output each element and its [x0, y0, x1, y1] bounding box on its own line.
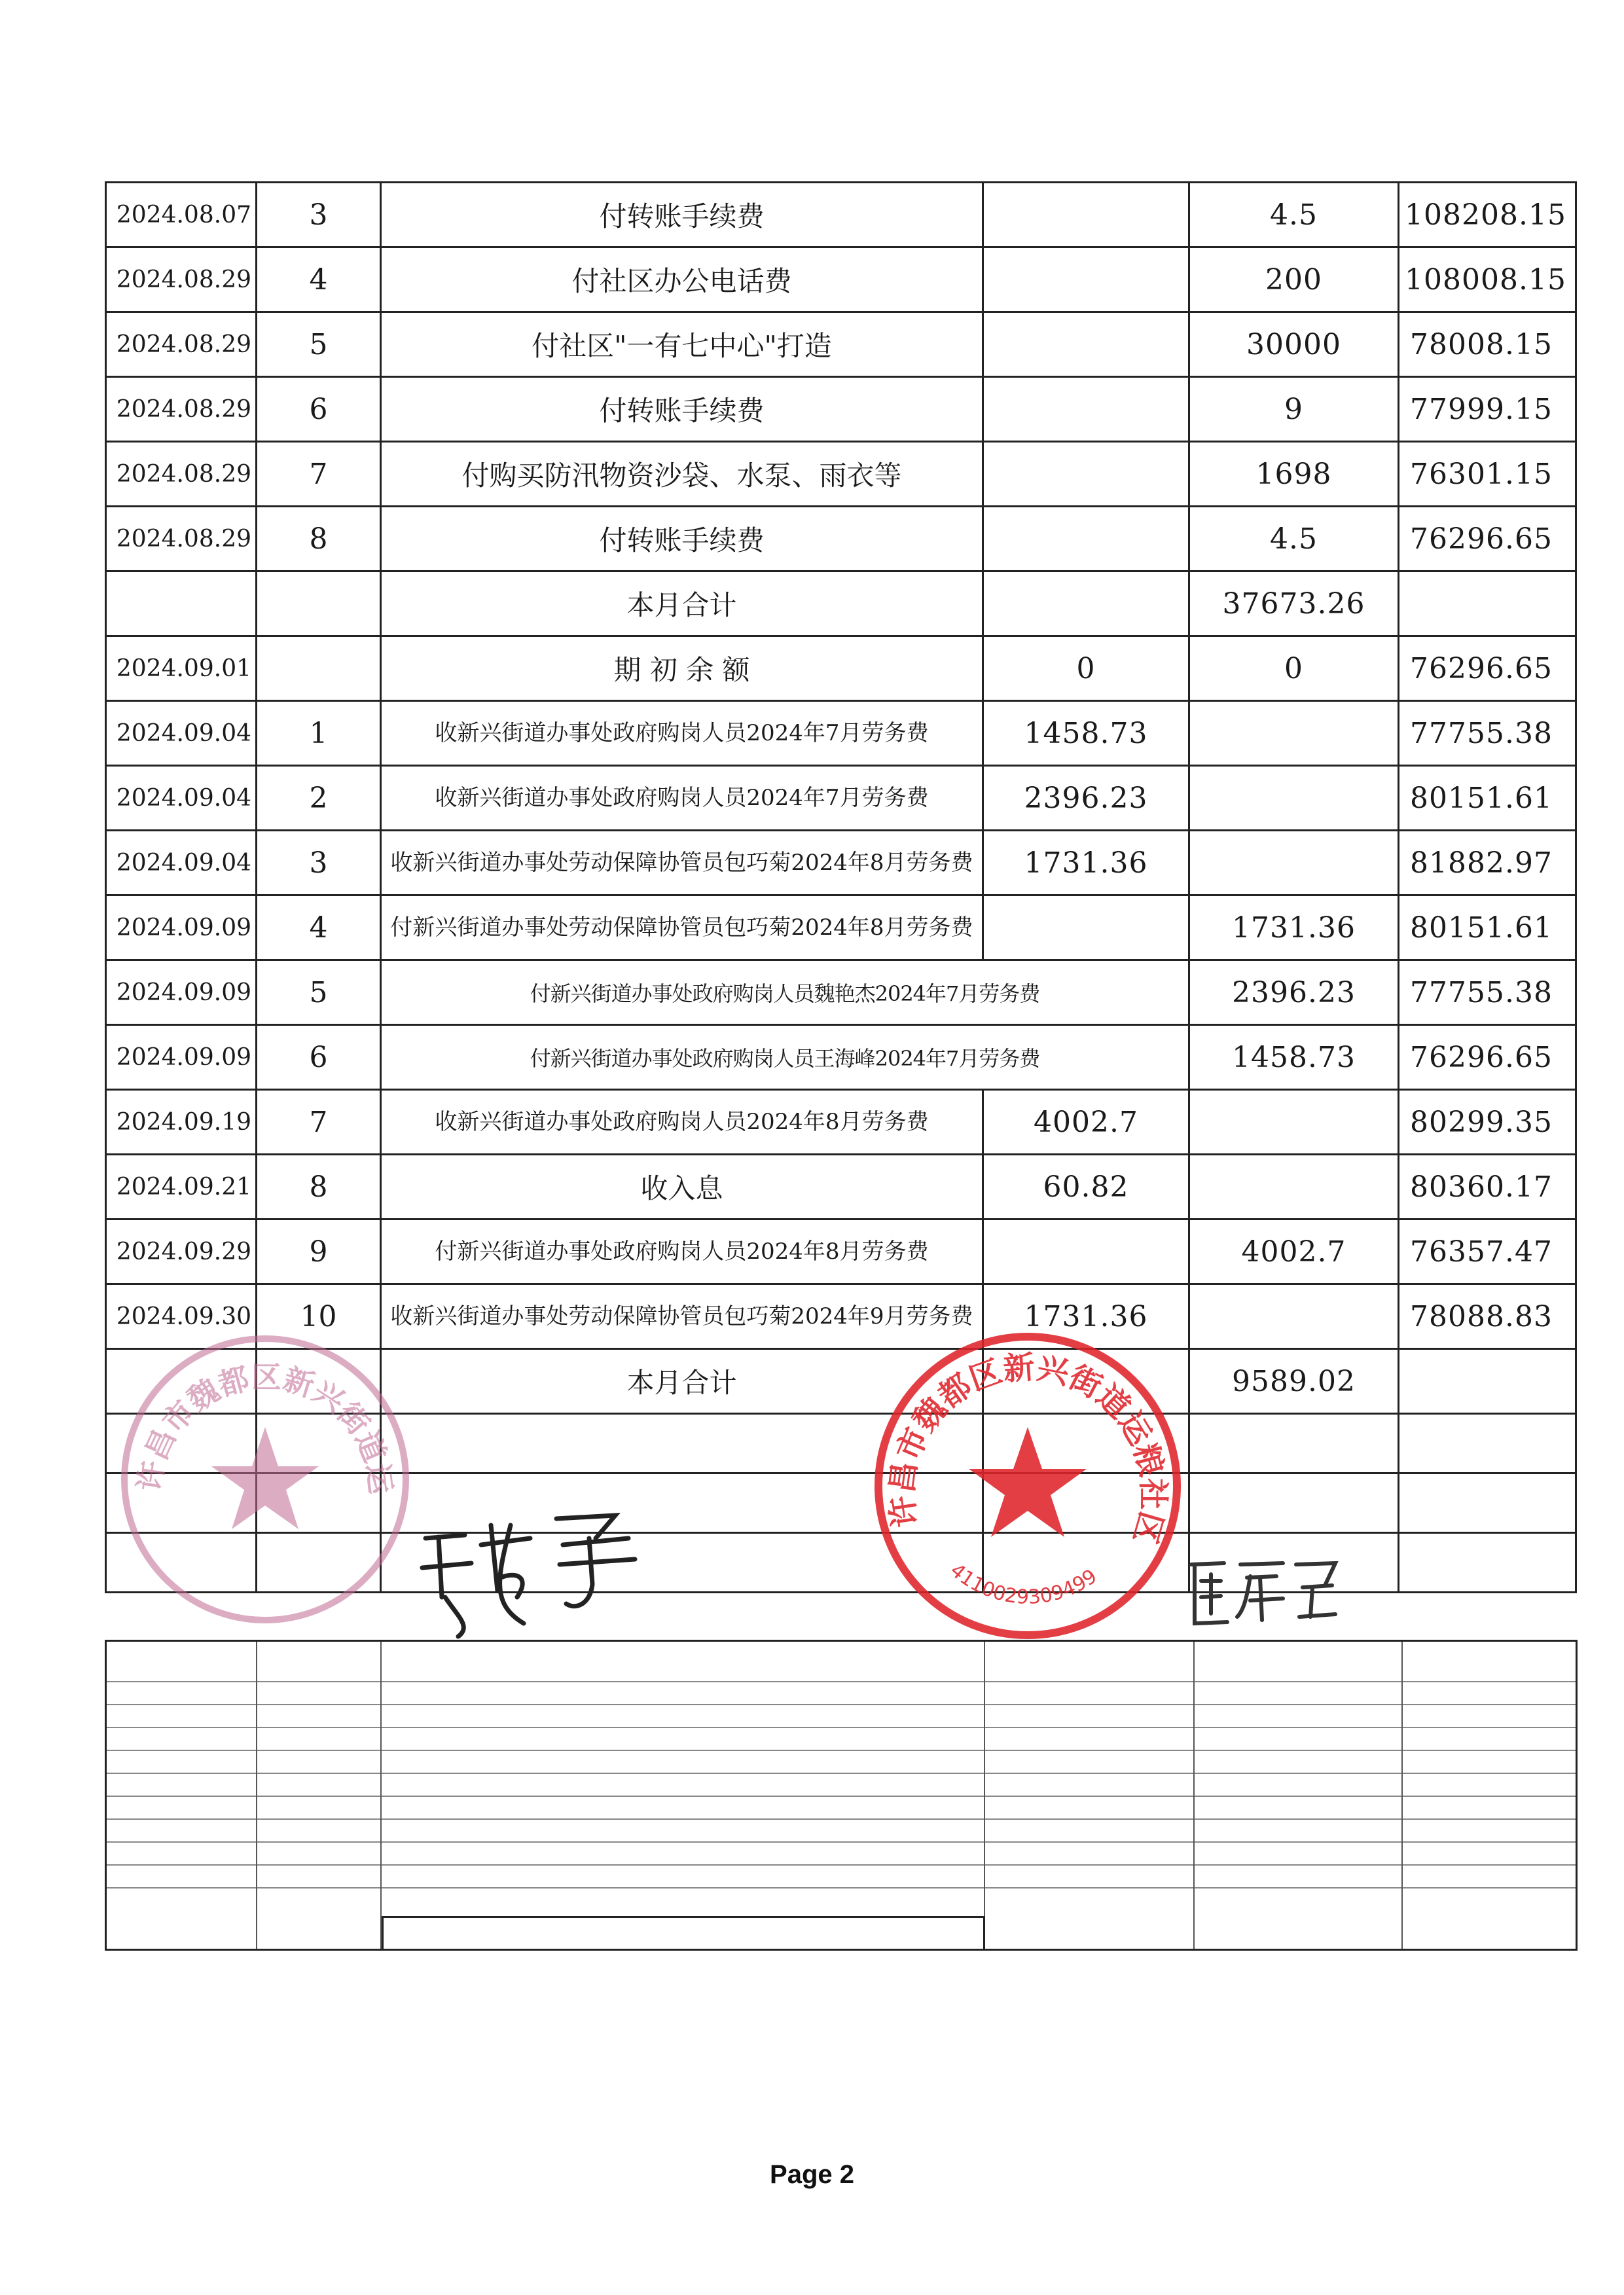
ledger-row [106, 247, 1576, 312]
balance-cell: 78008.15 [1399, 312, 1576, 377]
expense-cell: 4.5 [1189, 183, 1399, 247]
seq-cell: 5 [257, 312, 381, 377]
ledger-row [106, 1090, 1576, 1155]
expense-cell: 1698 [1189, 442, 1399, 507]
right-stamp-number: 4110029309499 [945, 1559, 1102, 1609]
seq-cell: 6 [257, 377, 381, 442]
date-cell: 2024.09.21 [106, 1155, 257, 1220]
ledger-row [106, 312, 1576, 377]
seq-cell: 3 [257, 831, 381, 895]
balance-cell: 76296.65 [1399, 1025, 1576, 1090]
balance-cell: 77999.15 [1399, 377, 1576, 442]
seq-cell [257, 636, 381, 701]
ledger-row [106, 895, 1576, 960]
description-cell: 付社区办公电话费 [381, 247, 983, 312]
description-cell: 收新兴街道办事处政府购岗人员2024年8月劳务费 [381, 1090, 983, 1155]
description-cell: 本月合计 [381, 1349, 983, 1414]
seq-cell: 8 [257, 507, 381, 571]
seq-cell: 5 [257, 960, 381, 1025]
seq-cell: 4 [257, 247, 381, 312]
description-cell: 期 初 余 额 [381, 636, 983, 701]
balance-cell: 80299.35 [1399, 1090, 1576, 1155]
income-cell: 1458.73 [983, 701, 1189, 766]
balance-cell [1399, 571, 1576, 636]
balance-cell: 80151.61 [1399, 766, 1576, 831]
description-cell: 付转账手续费 [381, 183, 983, 247]
expense-cell: 1731.36 [1189, 895, 1399, 960]
expense-cell: 9589.02 [1189, 1349, 1399, 1414]
date-cell: 2024.09.09 [106, 960, 257, 1025]
monthly-total-row [106, 571, 1576, 636]
expense-cell [1189, 701, 1399, 766]
grid-footer-box [382, 1916, 985, 1949]
date-cell: 2024.09.09 [106, 1025, 257, 1090]
svg-text:4110029309499 [946, 1559, 1102, 1609]
signature-right [1185, 1551, 1342, 1636]
page-number: Page 2 [770, 2160, 854, 2189]
balance-cell: 108208.15 [1399, 183, 1576, 247]
supervisory-committee-stamp [115, 1329, 416, 1630]
star-icon [211, 1427, 319, 1529]
balance-cell: 80360.17 [1399, 1155, 1576, 1220]
balance-cell: 81882.97 [1399, 831, 1576, 895]
description-cell: 收新兴街道办事处劳动保障协管员包巧菊2024年9月劳务费 [381, 1284, 983, 1349]
income-cell [983, 247, 1189, 312]
date-cell: 2024.09.01 [106, 636, 257, 701]
income-cell [983, 312, 1189, 377]
ledger-row [106, 701, 1576, 766]
signature-left [419, 1499, 655, 1650]
date-cell: 2024.08.29 [106, 507, 257, 571]
date-cell [106, 571, 257, 636]
ledger-row [106, 377, 1576, 442]
blank-grid [105, 1640, 1578, 1951]
date-cell: 2024.09.30 [106, 1284, 257, 1349]
date-cell: 2024.08.07 [106, 183, 257, 247]
income-cell [983, 895, 1189, 960]
income-cell: 4002.7 [983, 1090, 1189, 1155]
expense-cell [1189, 1284, 1399, 1349]
ledger-row [106, 960, 1576, 1025]
right-stamp-text: 许昌市魏都区新兴街道运粮社区 [883, 1348, 1172, 1548]
income-cell [983, 377, 1189, 442]
income-cell [983, 1220, 1189, 1284]
expense-cell: 4002.7 [1189, 1220, 1399, 1284]
balance-cell: 77755.38 [1399, 960, 1576, 1025]
seq-cell: 7 [257, 1090, 381, 1155]
balance-cell: 76296.65 [1399, 507, 1576, 571]
expense-cell: 1458.73 [1189, 1025, 1399, 1090]
expense-cell: 2396.23 [1189, 960, 1399, 1025]
balance-cell: 76301.15 [1399, 442, 1576, 507]
expense-cell: 37673.26 [1189, 571, 1399, 636]
income-cell [983, 571, 1189, 636]
balance-cell: 80151.61 [1399, 895, 1576, 960]
ledger-row [106, 442, 1576, 507]
date-cell: 2024.09.04 [106, 766, 257, 831]
seq-cell: 1 [257, 701, 381, 766]
description-cell: 收入息 [381, 1155, 983, 1220]
seq-cell: 6 [257, 1025, 381, 1090]
balance-cell: 76296.65 [1399, 636, 1576, 701]
balance-cell [1399, 1349, 1576, 1414]
description-cell: 付新兴街道办事处政府购岗人员2024年8月劳务费 [381, 1220, 983, 1284]
description-cell: 付社区"一有七中心"打造 [381, 312, 983, 377]
seq-cell: 9 [257, 1220, 381, 1284]
income-cell: 2396.23 [983, 766, 1189, 831]
seq-cell: 8 [257, 1155, 381, 1220]
expense-cell [1189, 1155, 1399, 1220]
income-cell: 0 [983, 636, 1189, 701]
seq-cell: 3 [257, 183, 381, 247]
date-cell: 2024.09.04 [106, 701, 257, 766]
seq-cell: 10 [257, 1284, 381, 1349]
description-cell: 收新兴街道办事处政府购岗人员2024年7月劳务费 [381, 701, 983, 766]
description-cell: 付新兴街道办事处劳动保障协管员包巧菊2024年8月劳务费 [381, 895, 983, 960]
expense-cell [1189, 766, 1399, 831]
expense-cell [1189, 1090, 1399, 1155]
seq-cell [257, 571, 381, 636]
date-cell: 2024.09.04 [106, 831, 257, 895]
left-stamp-text: 许昌市魏都区新兴街道运 [131, 1359, 399, 1496]
residents-committee-stamp [871, 1329, 1185, 1643]
expense-cell [1189, 831, 1399, 895]
description-cell: 收新兴街道办事处政府购岗人员2024年7月劳务费 [381, 766, 983, 831]
ledger-row [106, 1025, 1576, 1090]
ledger-row [106, 507, 1576, 571]
description-cell: 付购买防汛物资沙袋、水泵、雨衣等 [381, 442, 983, 507]
date-cell: 2024.09.09 [106, 895, 257, 960]
income-cell [983, 507, 1189, 571]
expense-cell: 0 [1189, 636, 1399, 701]
ledger-row [106, 183, 1576, 247]
balance-cell: 77755.38 [1399, 701, 1576, 766]
ledger-row [106, 1220, 1576, 1284]
date-cell: 2024.08.29 [106, 377, 257, 442]
seq-cell: 2 [257, 766, 381, 831]
income-cell [983, 183, 1189, 247]
income-cell: 60.82 [983, 1155, 1189, 1220]
description-cell: 付转账手续费 [381, 377, 983, 442]
date-cell: 2024.08.29 [106, 312, 257, 377]
description-cell: 付新兴街道办事处政府购岗人员王海峰2024年7月劳务费 [381, 1025, 1189, 1090]
income-cell [983, 442, 1189, 507]
expense-cell: 9 [1189, 377, 1399, 442]
opening-balance-row [106, 636, 1576, 701]
date-cell: 2024.08.29 [106, 442, 257, 507]
seq-cell: 4 [257, 895, 381, 960]
description-cell: 付新兴街道办事处政府购岗人员魏艳杰2024年7月劳务费 [381, 960, 1189, 1025]
income-cell: 1731.36 [983, 831, 1189, 895]
date-cell: 2024.09.19 [106, 1090, 257, 1155]
expense-cell: 200 [1189, 247, 1399, 312]
description-cell: 付转账手续费 [381, 507, 983, 571]
balance-cell: 78088.83 [1399, 1284, 1576, 1349]
ledger-row [106, 1155, 1576, 1220]
expense-cell: 30000 [1189, 312, 1399, 377]
ledger-row [106, 831, 1576, 895]
date-cell: 2024.09.29 [106, 1220, 257, 1284]
description-cell: 收新兴街道办事处劳动保障协管员包巧菊2024年8月劳务费 [381, 831, 983, 895]
star-icon [969, 1427, 1087, 1537]
income-cell: 1731.36 [983, 1284, 1189, 1349]
description-cell: 本月合计 [381, 571, 983, 636]
ledger-row [106, 766, 1576, 831]
expense-cell: 4.5 [1189, 507, 1399, 571]
balance-cell: 108008.15 [1399, 247, 1576, 312]
date-cell: 2024.08.29 [106, 247, 257, 312]
seq-cell: 7 [257, 442, 381, 507]
balance-cell: 76357.47 [1399, 1220, 1576, 1284]
